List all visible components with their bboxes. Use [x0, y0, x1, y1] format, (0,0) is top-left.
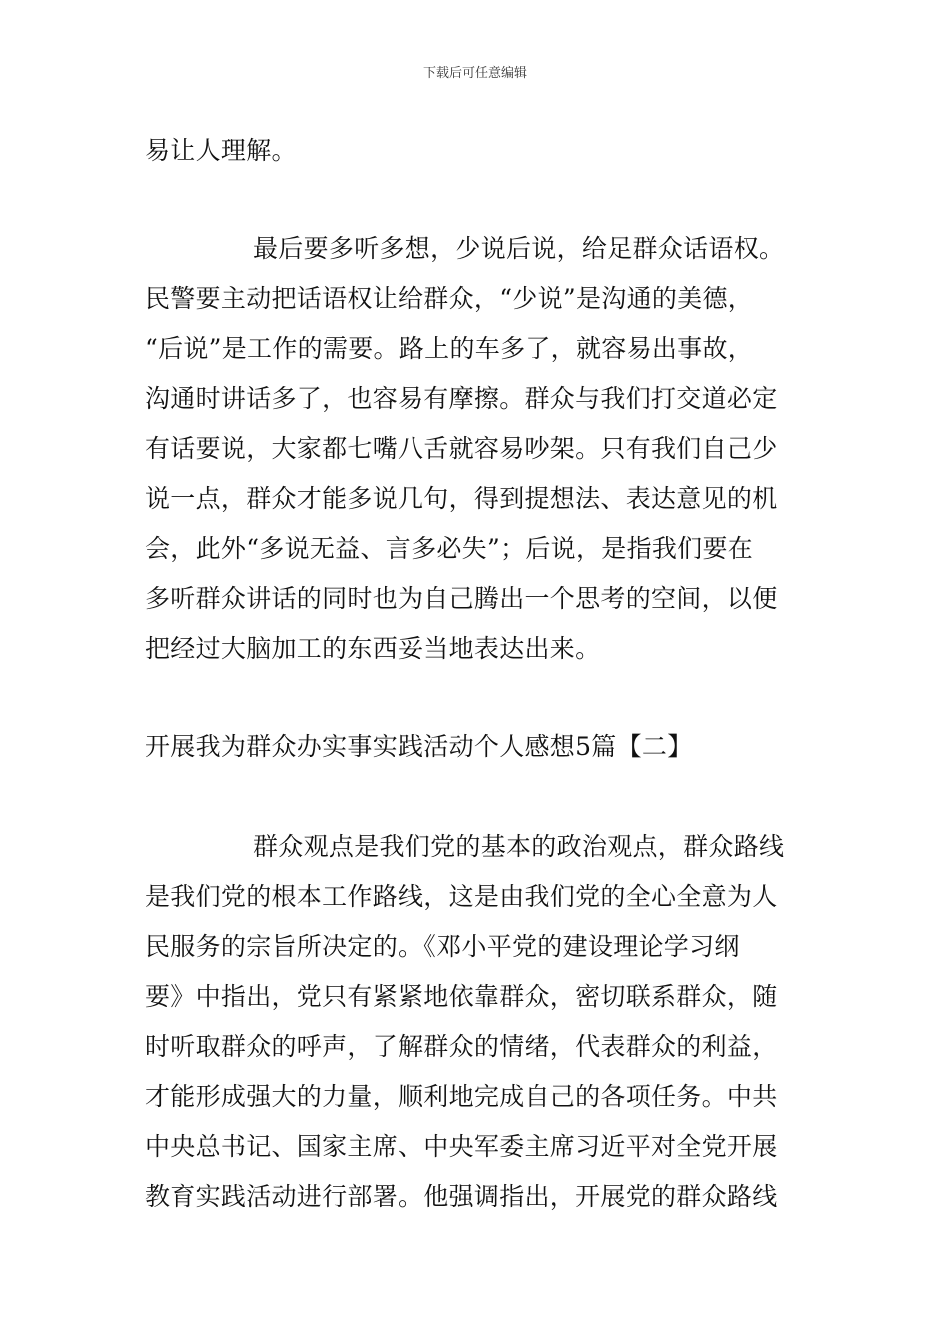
paragraph-line: “后说”是工作的需要。路上的车多了，就容易出事故， [145, 334, 754, 363]
paragraph-line: 易让人理解。 [145, 136, 297, 165]
paragraph-line: 说一点，群众才能多说几句，得到提想法、表达意见的机 [145, 484, 778, 513]
paragraph-line: 时听取群众的呼声，了解群众的情绪，代表群众的利益， [145, 1032, 778, 1061]
paragraph-listen-more [145, 224, 807, 674]
paragraph-line: 才能形成强大的力量，顺利地完成自己的各项任务。中共 [145, 1082, 778, 1111]
section-heading-text: 开展我为群众办实事实践活动个人感想5篇【二】 [145, 732, 693, 761]
paragraph-line: 要》中指出，党只有紧紧地依靠群众，密切联系群众，随 [145, 982, 778, 1011]
paragraph-mass-line [145, 822, 807, 1222]
paragraph-line: 民服务的宗旨所决定的。《邓小平党的建设理论学习纲 [145, 932, 740, 961]
paragraph-line: 会，此外“多说无益、言多必失”；后说，是指我们要在 [145, 534, 754, 563]
paragraph-line: 沟通时讲话多了，也容易有摩擦。群众与我们打交道必定 [145, 384, 778, 413]
section-heading [145, 722, 807, 772]
paragraph-line: 有话要说，大家都七嘴八舌就容易吵架。只有我们自己少 [145, 434, 778, 463]
paragraph-line: 群众观点是我们党的基本的政治观点，群众路线 [253, 832, 785, 861]
paragraph-line: 多听群众讲话的同时也为自己腾出一个思考的空间，以便 [145, 584, 778, 613]
paragraph-line: 最后要多听多想，少说后说，给足群众话语权。 [253, 234, 785, 263]
paragraph-line: 中央总书记、国家主席、中央军委主席习近平对全党开展 [145, 1132, 778, 1161]
paragraph-line: 教育实践活动进行部署。他强调指出，开展党的群众路线 [145, 1182, 778, 1211]
paragraph-line: 是我们党的根本工作路线，这是由我们党的全心全意为人 [145, 882, 778, 911]
paragraph-line: 民警要主动把话语权让给群众，“少说”是沟通的美德， [145, 284, 754, 313]
paragraph-continuation [145, 126, 807, 176]
paragraph-line: 把经过大脑加工的东西妥当地表达出来。 [145, 634, 601, 663]
page-header: 下载后可任意编辑 [422, 66, 527, 81]
